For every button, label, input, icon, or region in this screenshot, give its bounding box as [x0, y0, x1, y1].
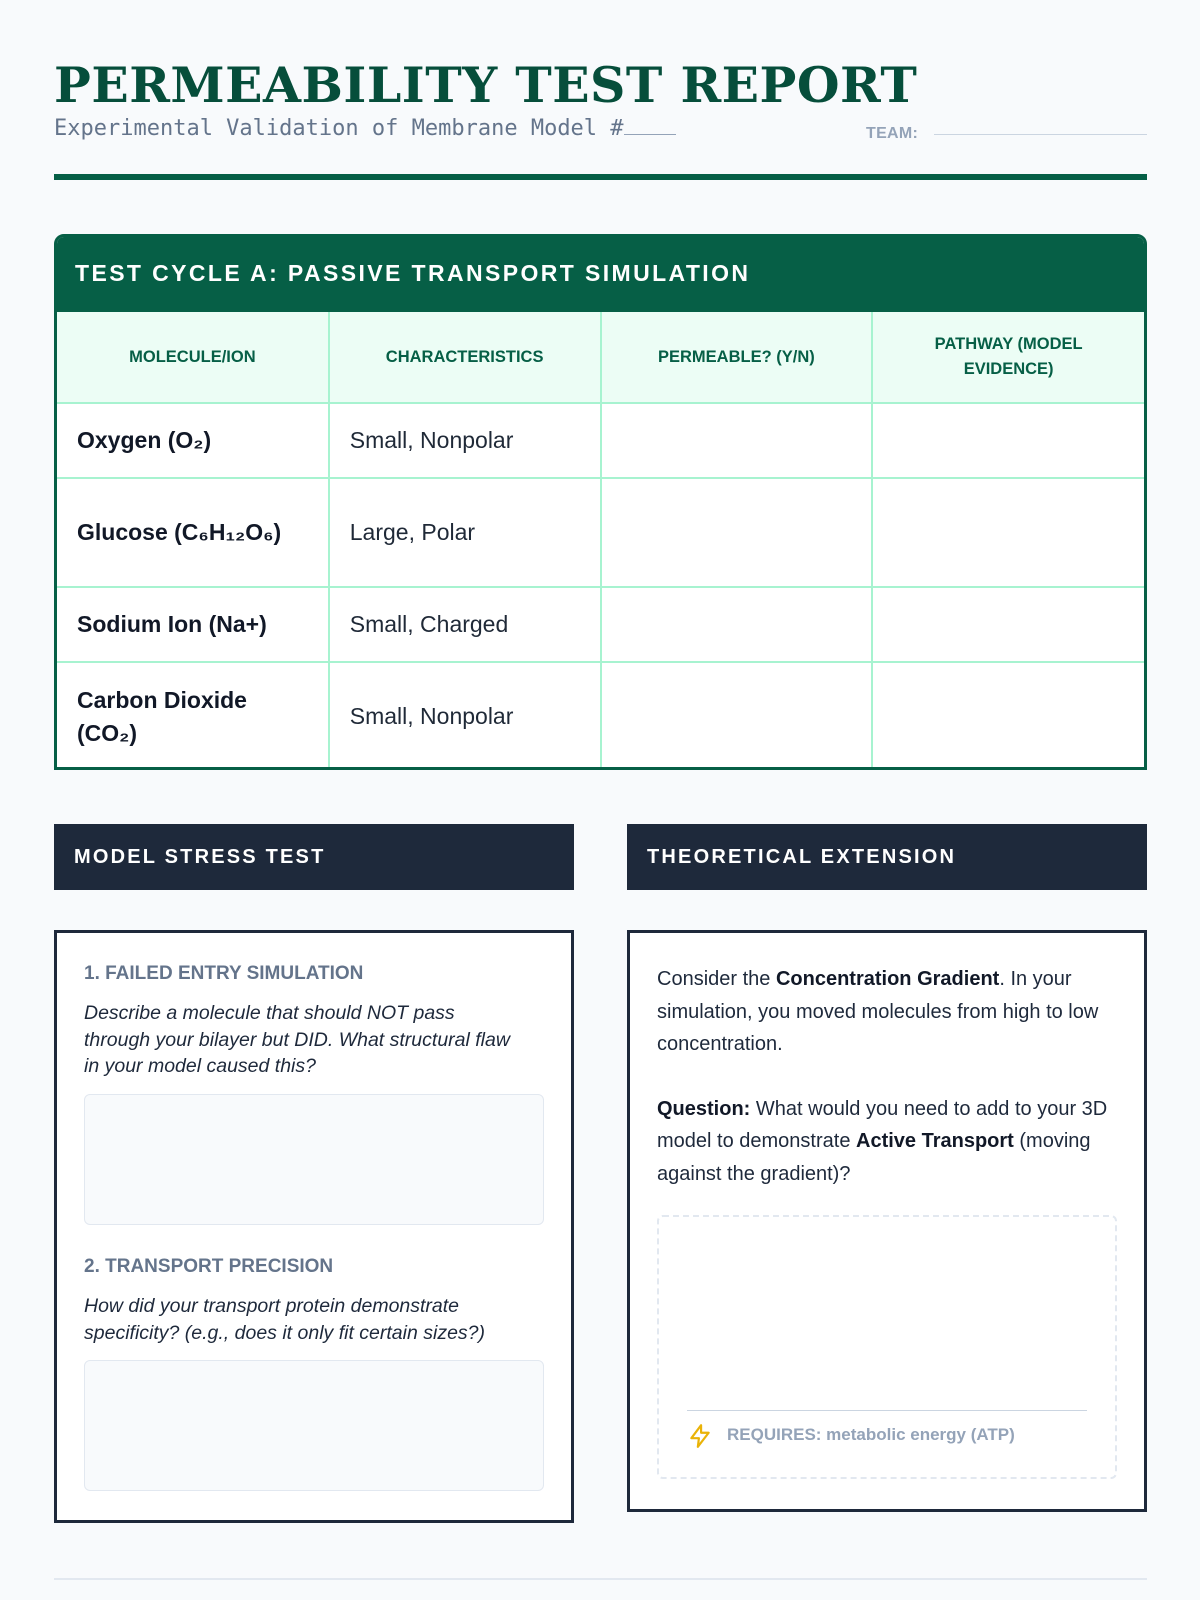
answer-divider: [687, 1410, 1087, 1411]
molecule-cell: Oxygen (O₂): [57, 403, 329, 478]
characteristics-cell: Small, Nonpolar: [329, 662, 601, 770]
permeable-answer-cell[interactable]: [601, 478, 873, 587]
q1-title: 1. FAILED ENTRY SIMULATION: [84, 963, 364, 984]
table-row: [57, 478, 1144, 587]
permeable-answer-cell[interactable]: [601, 403, 873, 478]
text-span: Consider the: [657, 968, 776, 990]
question-label: Question:: [657, 1097, 751, 1120]
extension-answer-box[interactable]: [657, 1215, 1117, 1479]
subtitle-text: Experimental Validation of Membrane Model #: [54, 116, 624, 141]
theoretical-extension-header: THEORETICAL EXTENSION: [627, 824, 1147, 890]
stress-test-box: [54, 930, 574, 1523]
atp-requirement-note: REQUIRES: metabolic energy (ATP): [727, 1425, 1015, 1444]
lightning-icon: [687, 1423, 713, 1449]
permeable-answer-cell[interactable]: [601, 587, 873, 662]
team-label: TEAM:: [866, 125, 919, 142]
column-header: CHARACTERISTICS: [329, 312, 601, 403]
pathway-answer-cell[interactable]: [872, 587, 1144, 662]
characteristics-cell: Large, Polar: [329, 478, 601, 587]
table-row: [57, 587, 1144, 662]
question-paragraph: [657, 1093, 1117, 1191]
page-subtitle: [54, 116, 676, 141]
q2-answer-box[interactable]: [84, 1360, 544, 1491]
pathway-answer-cell[interactable]: [872, 403, 1144, 478]
footer-divider: [54, 1578, 1147, 1580]
text-span: . In your simulation, you moved molecules from high to low concentration.: [657, 968, 1099, 1055]
table-row: [57, 662, 1144, 770]
molecule-cell: Carbon Dioxide (CO₂): [57, 662, 329, 770]
pathway-answer-cell[interactable]: [872, 478, 1144, 587]
page-title: PERMEABILITY TEST REPORT: [54, 56, 918, 114]
molecule-cell: Glucose (C₆H₁₂O₆): [57, 478, 329, 587]
header-divider: [54, 174, 1147, 180]
table-row: [57, 403, 1144, 478]
extension-box: [627, 930, 1147, 1512]
characteristics-cell: Small, Charged: [329, 587, 601, 662]
permeability-table: [57, 312, 1144, 770]
text-span: What would you need to add to your 3D model to demonstrate: [657, 1097, 1108, 1152]
text-span: (moving against the gradient)?: [657, 1130, 1091, 1185]
q1-answer-box[interactable]: [84, 1094, 544, 1225]
characteristics-cell: Small, Nonpolar: [329, 403, 601, 478]
pathway-answer-cell[interactable]: [872, 662, 1144, 770]
column-header: MOLECULE/ION: [57, 312, 329, 403]
q1-prompt: Describe a molecule that should NOT pass through your bilayer but DID. What structural flaw in your model caused this?: [84, 1002, 510, 1077]
permeable-answer-cell[interactable]: [601, 662, 873, 770]
team-input-line[interactable]: [934, 134, 1147, 135]
column-header: PATHWAY (MODEL EVIDENCE): [872, 312, 1144, 403]
extension-text: [657, 963, 1117, 1190]
test-cycle-a-title: TEST CYCLE A: PASSIVE TRANSPORT SIMULATION: [57, 237, 1144, 312]
model-number-blank[interactable]: [624, 117, 676, 135]
table-header-row: [57, 312, 1144, 403]
column-header: PERMEABLE? (Y/N): [601, 312, 873, 403]
q2-title: 2. TRANSPORT PRECISION: [84, 1256, 334, 1277]
test-cycle-a-card: [54, 234, 1147, 770]
model-stress-test-header: MODEL STRESS TEST: [54, 824, 574, 890]
concentration-gradient-term: Concentration Gradient: [775, 968, 1000, 990]
molecule-cell: Sodium Ion (Na+): [57, 587, 329, 662]
gradient-paragraph: [657, 963, 1117, 1061]
active-transport-term: Active Transport: [856, 1130, 1014, 1152]
q2-prompt: How did your transport protein demonstrate specificity? (e.g., does it only fit certain sizes?): [84, 1295, 485, 1344]
